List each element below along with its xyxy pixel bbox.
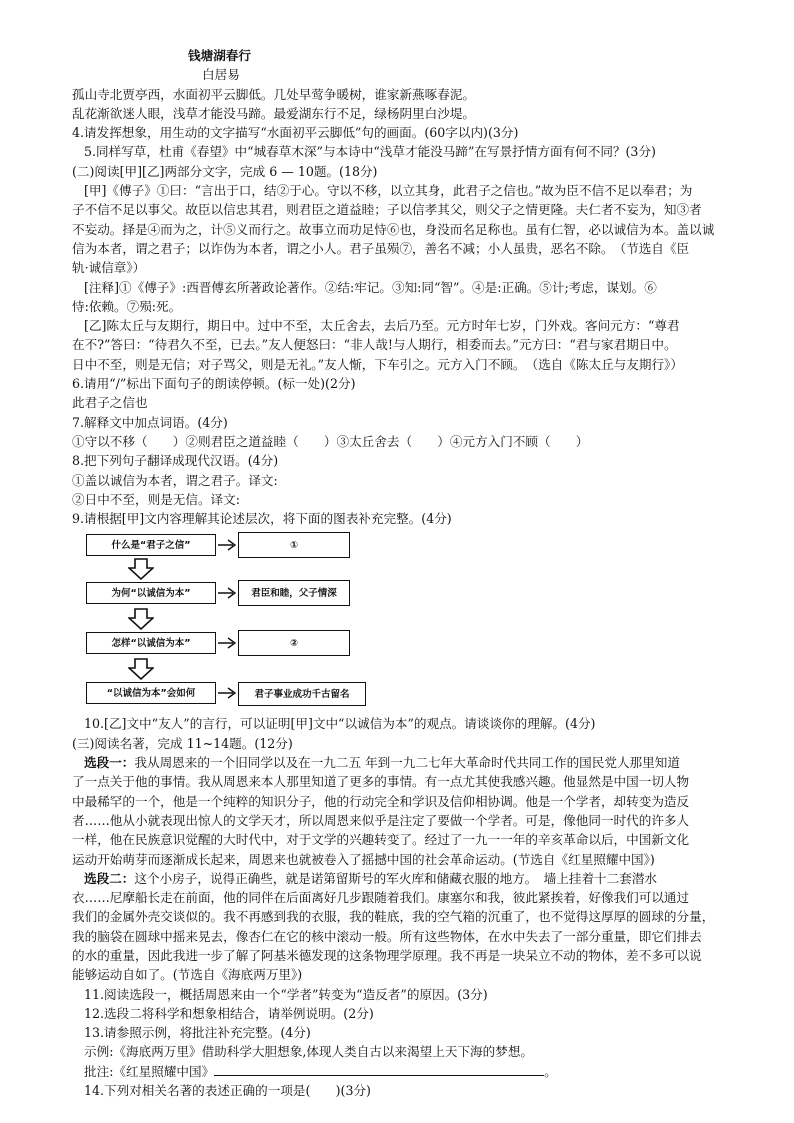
diagram-right-box: 君臣和睦，父子情深: [238, 580, 350, 606]
passage-2-line: 衣……尼摩船长走在前面，他的同伴在后面离好几步跟随着我们。康塞尔和我，彼此紧挨着，好像我们可以通过: [72, 890, 690, 906]
passage-1-line: 者……他从小就表现出惊人的文学天才，所以周恩来似乎是注定了要做一个学者。可是，像他同一时代的许多人: [72, 812, 690, 828]
question-7: 7.解释文中加点词语。(4分): [72, 414, 228, 430]
question-4: 4.请发挥想象，用生动的文字描写“水面初平云脚低”句的画面。(60字以内)(3分): [72, 125, 519, 141]
passage-2-line: [72, 869, 720, 888]
diagram-right-box: 君子事业成功千古留名: [238, 682, 366, 706]
poem-line: 孤山寺北贾亭西，水面初平云脚低。几处早莺争暖树，谁家新燕啄春泥。: [72, 86, 475, 102]
diagram-left-box: 为何“以诚信为本”: [86, 582, 216, 604]
passage-1-line: 一样，他在民族意识觉醒的大时代中，对于文学的兴趣转变了。经过了一九一一年的辛亥革命以后，中国新文化: [72, 832, 690, 848]
jia-text-line: [甲]《傅子》①曰：“言出于口，结②于心。守以不移，以立其身，此君子之信也。”故为臣不信不足以奉君；为: [84, 183, 693, 199]
passage-2-line: 能够运动自如了。(节选自《海底两万里》): [72, 967, 303, 983]
note-label: 批注:《红星照耀中国》: [84, 1063, 215, 1079]
question-11: 11.阅读选段一，概括周恩来由一个“学者”转变为“造反者”的原因。(3分): [84, 986, 488, 1002]
answer-blank[interactable]: [214, 1063, 544, 1076]
poem-title: 钱塘湖春行: [188, 48, 251, 63]
passage-2-line: 的水的重量，因此我进一步了解了阿基米德发现的这条物理学原理。我不再是一块呆立不动的物体，差不多可以说: [72, 947, 702, 963]
jia-text-line: 子不信不足以事父。故臣以信忠其君，则君臣之道益睦；子以信孝其父，则父子之情更隆。夫仁者不妄为，知③者: [72, 202, 702, 218]
question-12: 12.选段二将科学和想象相结合，请举例说明。(2分): [84, 1005, 374, 1021]
passage-1-line: 中最稀罕的一个，他是一个纯粹的知识分子，他的行动完全和学识及信仰相协调。他是一个学者，却转变为造反: [72, 793, 690, 809]
diagram-left-box: “以诚信为本”会如何: [86, 682, 216, 704]
jia-text-line: 信为本者，谓之君子；以诈伪为本者，谓之小人。君子虽殒⑦，善名不减；小人虽贵，恶名不除。 （节选自《臣: [72, 240, 690, 256]
diagram-left-box: 什么是“君子之信”: [86, 534, 216, 556]
passage-1-line: 运动开始萌芽而逐渐成长起来，周恩来也就被卷入了摇撼中国的社会革命运动。(节选自《红星照耀中国》): [72, 851, 655, 867]
exam-page: [72, 46, 720, 1100]
diagram-right-box: ①: [238, 532, 350, 558]
yi-text-line: [乙]陈太丘与友期行，期日中。过中不至，太丘舍去，去后乃至。元方时年七岁，门外戏。客问元方：“尊君: [84, 318, 680, 334]
argument-structure-diagram: [72, 532, 720, 710]
notes-line: [注释]①《傅子》:西晋傅玄所著政论著作。②结:牢记。③知:同“智”。④是:正确。⑤计;考虑，谋划。⑥: [84, 279, 657, 295]
arrow-right-icon: [218, 538, 238, 552]
arrow-down-icon: [128, 658, 154, 680]
question-13-example: 示例:《海底两万里》借助科学大胆想象,体现人类自古以来渴望上天下海的梦想。: [84, 1044, 534, 1060]
poem-line: 乱花渐欲迷人眼，浅草才能没马蹄。最爱湖东行不足，绿杨阴里白沙堤。: [72, 105, 475, 121]
jia-text-line: 不妄动。择是④而为之，计⑤义而行之。故事立而功足恃⑥也，身没而名足称也。虽有仁智，必以诚信为本。盖以诚: [72, 221, 715, 237]
passage-1-line: [72, 753, 720, 772]
question-10: 10.[乙]文中“友人”的言行，可以证明[甲]文中“以诚信为本”的观点。请谈谈你的理解。(4分): [84, 716, 596, 732]
passage-2-line: 我们的金属外壳交谈似的。我不再感到我的衣服，我的鞋底，我的空气箱的沉重了，也不觉得这厚厚的圆球的分量，: [72, 909, 715, 925]
note-end: 。: [544, 1063, 557, 1079]
diagram-right-box: ②: [238, 630, 350, 656]
passage-1-label: 选段一：: [84, 755, 135, 771]
arrow-right-icon: [218, 686, 238, 700]
question-6-sentence: 此君子之信也: [72, 395, 148, 411]
section-2-heading: (二)阅读[甲][乙]两部分文字，完成 6 — 10题。(18分): [72, 163, 378, 179]
arrow-down-icon: [128, 608, 154, 630]
question-8-item: ②日中不至，则是无信。译文:: [72, 491, 240, 507]
question-6: 6.请用“/”标出下面句子的朗读停顿。(标一处)(2分): [72, 376, 356, 392]
question-13: 13.请参照示例，将批注补充完整。(4分): [84, 1025, 311, 1041]
question-14: 14.下列对相关名著的表述正确的一项是( )(3分): [84, 1083, 371, 1099]
yi-text-line: 日中不至，则是无信；对子骂父，则是无礼。”友人惭，下车引之。元方入门不顾。 （选自《陈太丘与友期行》）: [72, 356, 683, 372]
passage-1-line: 了一点关于他的事情。我从周恩来本人那里知道了更多的事情。有一点尤其使我感兴趣。他显然是中国一切人物: [72, 774, 690, 790]
arrow-right-icon: [218, 636, 238, 650]
question-9: 9.请根据[甲]文内容理解其论述层次，将下面的图表补充完整。(4分): [72, 511, 452, 527]
passage-1-text: 我从周恩来的一个旧同学以及在一九二五 年到一九二七年大革命时代共同工作的国民党人那里知道: [134, 755, 680, 771]
poem-author: 白居易: [202, 67, 240, 83]
question-7-items: ①守以不移（ ）②则君臣之道益睦（ ）③太丘舍去（ ）④元方入门不顾（ ）: [72, 433, 589, 449]
question-8-item: ①盖以诚信为本者，谓之君子。译文:: [72, 472, 278, 488]
diagram-left-box: 怎样“以诚信为本”: [86, 632, 216, 654]
question-5: 5.同样写草，杜甫《春望》中“城春草木深”与本诗中“浅草才能没马蹄”在写景抒情方面有何不同？(3分): [84, 144, 656, 160]
jia-text-line: 轨·诚信章》）: [72, 260, 146, 276]
passage-2-line: 我的脑袋在圆球中摇来晃去，像杏仁在它的核中滚动一般。所有这些物体，在水中失去了一部分重量，即它们排去: [72, 928, 702, 944]
passage-2-label: 选段二：: [84, 870, 135, 886]
notes-line: 恃:依赖。⑦殒:死。: [72, 298, 182, 314]
question-13-note: [72, 1062, 720, 1081]
arrow-down-icon: [128, 558, 154, 580]
arrow-right-icon: [218, 586, 238, 600]
yi-text-line: 在不?”答曰：“待君久不至，已去。”友人便怒曰：“非人哉!与人期行，相委而去。”元方曰：“君与家君期日中。: [72, 337, 677, 353]
section-3-heading: (三)阅读名著，完成 11~14题。(12分): [72, 735, 293, 751]
question-8: 8.把下列句子翻译成现代汉语。(4分): [72, 453, 279, 469]
passage-2-text: 这个小房子，说得正确些，就是诺第留斯号的军火库和储藏衣服的地方。 墙上挂着十二套潜水: [134, 870, 658, 886]
